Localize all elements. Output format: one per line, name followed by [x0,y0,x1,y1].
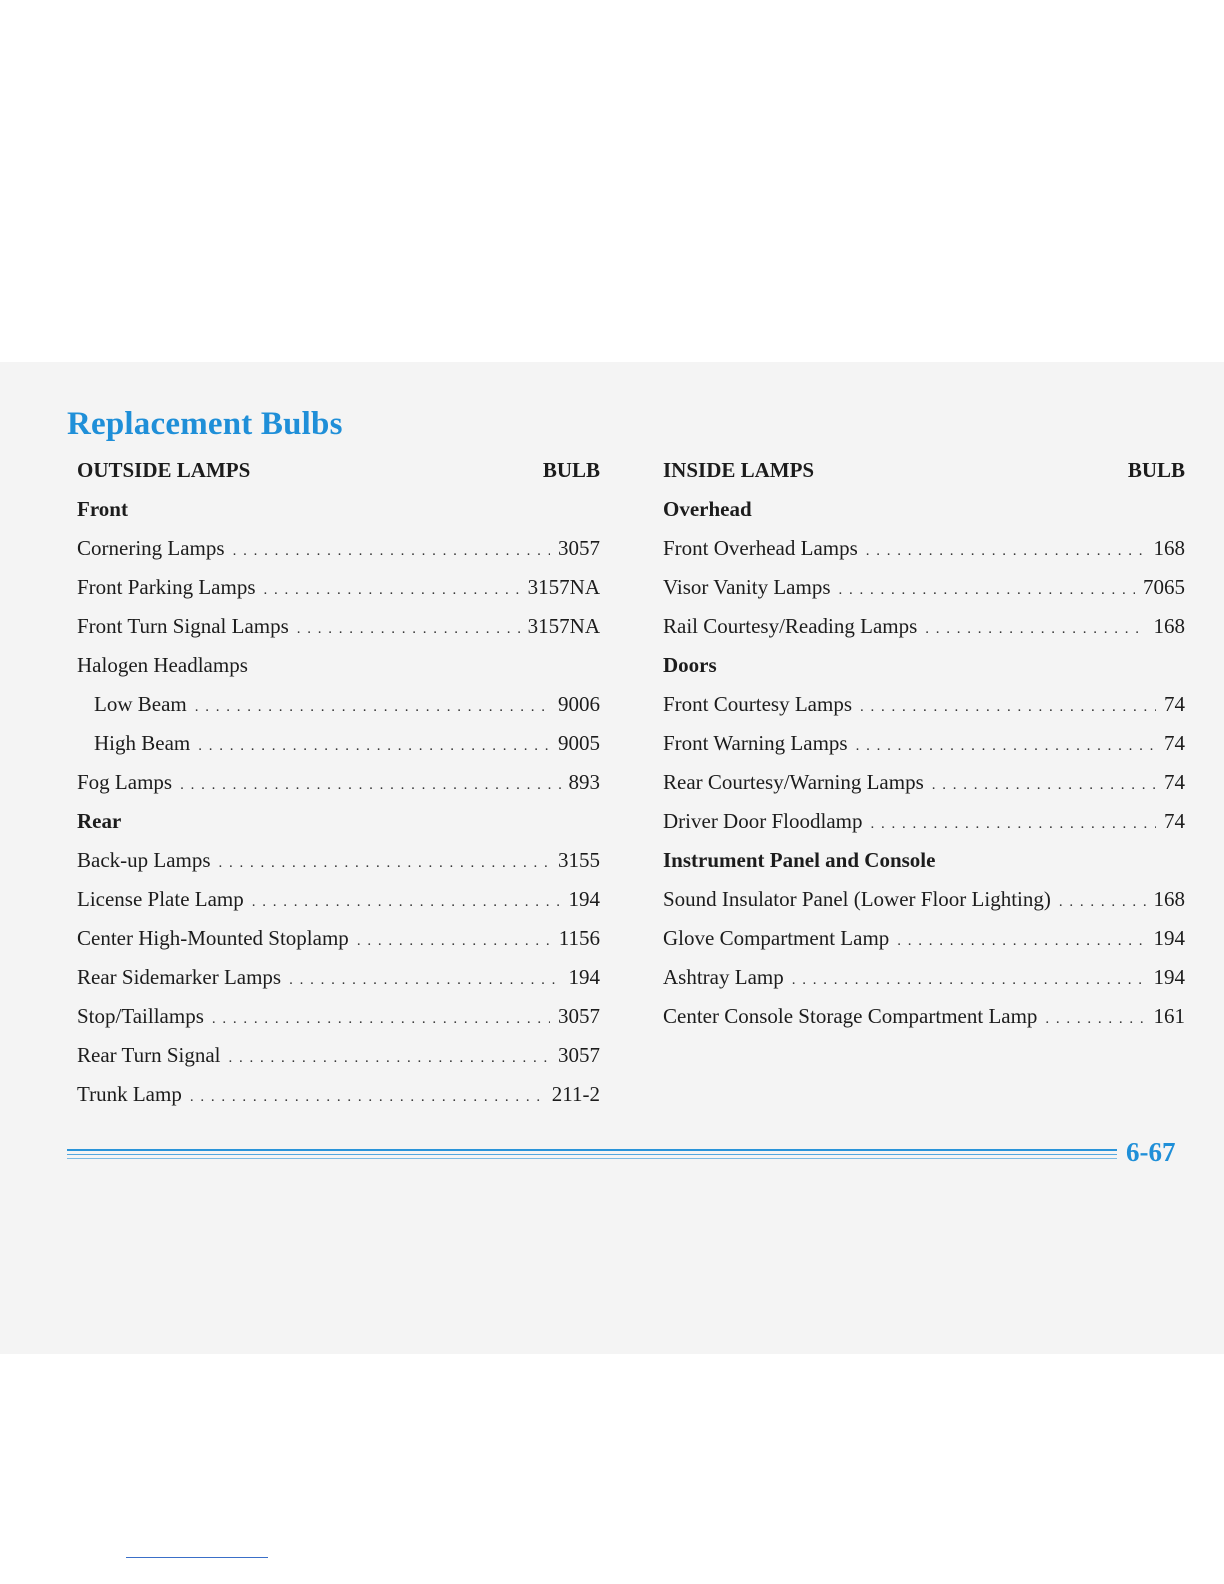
bulb-number: 3057 [558,536,600,560]
footer-rule [67,1149,1117,1163]
bulb-number: 194 [1153,926,1185,950]
bulb-number: 74 [1164,731,1185,755]
lamp-label: Front Turn Signal Lamps [77,614,289,638]
bulb-row [663,963,1185,1002]
outside-lamps-list [77,495,600,1119]
page-number: 6-67 [1126,1137,1176,1167]
bulb-row [663,534,1185,573]
lamp-label: Front Overhead Lamps [663,536,858,560]
bulb-number: 168 [1153,614,1185,638]
section-heading: Overhead [663,497,752,521]
column-header-bulb: BULB [542,458,600,482]
lamp-label: License Plate Lamp [77,887,244,911]
bulb-row [77,846,600,885]
divider [126,1557,268,1558]
page-title: Replacement Bulbs [67,406,343,442]
bulb-number: 3057 [558,1004,600,1028]
bulb-number: 3057 [558,1043,600,1067]
bulb-number: 168 [1153,536,1185,560]
dot-leader [866,537,1146,565]
bulb-row [77,729,600,768]
bulb-row [663,807,1185,846]
dot-leader [252,888,561,916]
bulb-row [77,1002,600,1041]
bulb-number: 74 [1164,692,1185,716]
dot-leader [1059,888,1146,916]
dot-leader [1045,1005,1145,1033]
bulb-number: 74 [1164,770,1185,794]
lamp-label: Back-up Lamps [77,848,211,872]
lamp-label: Fog Lamps [77,770,173,794]
bulb-row [77,651,600,690]
bulb-row [77,924,600,963]
bulb-number: 3155 [558,848,600,872]
dot-leader [264,576,520,604]
bulb-row [77,885,600,924]
dot-leader [932,771,1156,799]
dot-leader [860,693,1156,721]
column-header-name: OUTSIDE LAMPS [77,458,251,482]
bulb-number: 194 [568,965,600,989]
bulb-row [77,1041,600,1080]
bulb-number: 194 [1153,965,1185,989]
bulb-number: 74 [1164,809,1185,833]
lamp-label: Visor Vanity Lamps [663,575,831,599]
lamp-label: Center Console Storage Compartment Lamp [663,1004,1038,1028]
bulb-row [77,768,600,807]
lamp-label: Rear Sidemarker Lamps [77,965,282,989]
inside-lamps-list [663,495,1185,1041]
bulb-row [77,534,600,573]
section-heading: Rear [77,809,122,833]
lamp-label: Rail Courtesy/Reading Lamps [663,614,918,638]
bulb-number: 161 [1153,1004,1185,1028]
column-header [77,456,600,495]
section-heading: Instrument Panel and Console [663,848,936,872]
dot-leader [190,1083,544,1111]
lamp-label: Ashtray Lamp [663,965,784,989]
bulb-number: 168 [1153,887,1185,911]
lamp-label: Front Warning Lamps [663,731,848,755]
dot-leader [925,615,1145,643]
dot-leader [856,732,1156,760]
lamp-label: Stop/Taillamps [77,1004,204,1028]
lamp-label: Low Beam [94,692,187,716]
bulb-row [663,690,1185,729]
dot-leader [219,849,550,877]
lamp-label: Rear Courtesy/Warning Lamps [663,770,924,794]
dot-leader [792,966,1146,994]
dot-leader [870,810,1156,838]
dot-leader [233,537,550,565]
bulb-row [663,573,1185,612]
bulb-row [663,612,1185,651]
lamp-label: Center High-Mounted Stoplamp [77,926,349,950]
dot-leader [357,927,551,955]
dot-leader [198,732,550,760]
section-heading: Doors [663,653,717,677]
bulb-number: 3157NA [527,614,600,638]
column-header-name: INSIDE LAMPS [663,458,815,482]
lamp-label: Cornering Lamps [77,536,225,560]
lamp-label: Front Parking Lamps [77,575,256,599]
dot-leader [180,771,560,799]
column-header [663,456,1185,495]
bulb-row [77,1080,600,1119]
dot-leader [229,1044,550,1072]
bulb-row [663,924,1185,963]
dot-leader [195,693,550,721]
bulb-number: 211-2 [551,1082,600,1106]
dot-leader [289,966,560,994]
bulb-number: 9005 [558,731,600,755]
lamp-label: Sound Insulator Panel (Lower Floor Lighting) [663,887,1051,911]
bulb-row [77,963,600,1002]
lamp-label: Rear Turn Signal [77,1043,221,1067]
bulb-row [77,690,600,729]
outside-lamps-column [77,456,600,1119]
section-heading: Front [77,497,128,521]
bulb-number: 7065 [1143,575,1185,599]
bulb-number: 194 [568,887,600,911]
inside-lamps-column [663,456,1185,1041]
bulb-row [663,768,1185,807]
lamp-label: Glove Compartment Lamp [663,926,890,950]
lamp-label: Front Courtesy Lamps [663,692,852,716]
lamp-label: Trunk Lamp [77,1082,182,1106]
lamp-label: High Beam [94,731,191,755]
dot-leader [297,615,520,643]
bulb-number: 9006 [558,692,600,716]
bulb-row [77,573,600,612]
bulb-row [663,1002,1185,1041]
bulb-row [663,729,1185,768]
dot-leader [897,927,1145,955]
lamp-label: Driver Door Floodlamp [663,809,863,833]
bulb-row [77,612,600,651]
dot-leader [212,1005,550,1033]
bulb-number: 3157NA [527,575,600,599]
column-header-bulb: BULB [1127,458,1185,482]
bulb-number: 1156 [558,926,600,950]
lamp-label: Halogen Headlamps [77,653,248,677]
bulb-number: 893 [568,770,600,794]
bulb-row [663,885,1185,924]
dot-leader [839,576,1135,604]
